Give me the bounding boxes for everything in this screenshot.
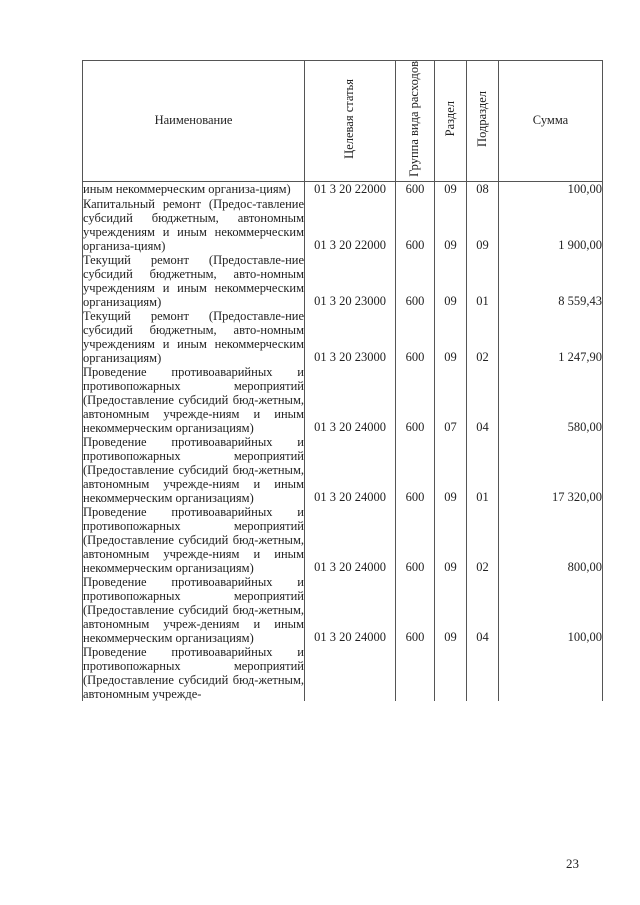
section-cell: 09 [435, 505, 467, 575]
target-cell [305, 645, 396, 701]
sum-cell: 800,00 [499, 505, 603, 575]
subsection-cell: 01 [467, 253, 499, 309]
table-row [83, 197, 603, 253]
section-cell: 09 [435, 575, 467, 645]
table-row [83, 309, 603, 365]
header-name: Наименование [83, 61, 305, 182]
sum-cell: 580,00 [499, 365, 603, 435]
group-cell: 600 [396, 575, 435, 645]
subsection-cell: 01 [467, 435, 499, 505]
table-header [83, 61, 603, 182]
header-subsection: Подраздел [467, 61, 499, 182]
name-cell: Проведение противоаварийных и противопожарных мероприятий (Предоставление субсидий бюд-жетным, автономным учреж-дениям и иным некоммерческим организациям) [83, 574, 304, 645]
subsection-cell: 08 [467, 181, 499, 197]
page-number: 23 [566, 856, 579, 871]
section-cell: 09 [435, 253, 467, 309]
section-cell: 07 [435, 365, 467, 435]
name-cell: Текущий ремонт (Предоставле-ние субсидий бюджетным, авто-номным учреждениям и иным некоммерческим организациям) [83, 308, 304, 365]
section-cell: 09 [435, 435, 467, 505]
table-row [83, 435, 603, 505]
sum-cell: 1 247,90 [499, 309, 603, 365]
table-row [83, 575, 603, 645]
table-row [83, 253, 603, 309]
subsection-cell: 04 [467, 365, 499, 435]
sum-cell: 100,00 [499, 181, 603, 197]
group-cell: 600 [396, 309, 435, 365]
target-cell: 01 3 20 24000 [305, 505, 396, 575]
header-section: Раздел [435, 61, 467, 182]
section-cell: 09 [435, 309, 467, 365]
sum-cell: 8 559,43 [499, 253, 603, 309]
header-expense-group: Группа вида расходов [396, 61, 435, 182]
target-cell: 01 3 20 23000 [305, 253, 396, 309]
group-cell: 600 [396, 505, 435, 575]
section-cell [435, 645, 467, 701]
target-cell: 01 3 20 22000 [305, 181, 396, 197]
subsection-cell: 02 [467, 309, 499, 365]
subsection-cell: 09 [467, 197, 499, 253]
name-cell: Проведение противоаварийных и противопожарных мероприятий (Предоставление субсидий бюд-жетным, автономным учрежде-ниям и иным некоммерческим организациям) [83, 434, 304, 505]
section-cell: 09 [435, 181, 467, 197]
budget-table [82, 60, 603, 701]
table-row [83, 365, 603, 435]
target-cell: 01 3 20 24000 [305, 365, 396, 435]
group-cell [396, 645, 435, 701]
table-row [83, 505, 603, 575]
subsection-cell: 02 [467, 505, 499, 575]
sum-cell: 100,00 [499, 575, 603, 645]
group-cell: 600 [396, 435, 435, 505]
header-target-article: Целевая статья [305, 61, 396, 182]
target-cell: 01 3 20 24000 [305, 575, 396, 645]
name-cell: Проведение противоаварийных и противопожарных мероприятий (Предоставление субсидий бюд-жетным, автономным учрежде-ниям и иным некоммерческим организациям) [83, 364, 304, 435]
group-cell: 600 [396, 253, 435, 309]
name-cell: иным некоммерческим организа-циям) [83, 181, 305, 197]
group-cell: 600 [396, 181, 435, 197]
table-body [83, 181, 603, 701]
target-cell: 01 3 20 23000 [305, 309, 396, 365]
table-row [83, 645, 603, 701]
name-cell: Проведение противоаварийных и противопожарных мероприятий (Предоставление субсидий бюд-жетным, автономным учрежде-ниям и иным некоммерческим организациям) [83, 504, 304, 575]
group-cell: 600 [396, 365, 435, 435]
header-sum: Сумма [499, 61, 603, 182]
table-row [83, 181, 603, 197]
section-cell: 09 [435, 197, 467, 253]
sum-cell: 1 900,00 [499, 197, 603, 253]
target-cell: 01 3 20 22000 [305, 197, 396, 253]
sum-cell [499, 645, 603, 701]
sum-cell: 17 320,00 [499, 435, 603, 505]
subsection-cell [467, 645, 499, 701]
name-cell: Капитальный ремонт (Предос-тавление субсидий бюджетным, автономным учреждениям и иным некоммерческим организа-циям) [83, 196, 304, 253]
target-cell: 01 3 20 24000 [305, 435, 396, 505]
group-cell: 600 [396, 197, 435, 253]
name-cell: Текущий ремонт (Предоставле-ние субсидий бюджетным, авто-номным учреждениям и иным некоммерческим организациям) [83, 252, 304, 309]
name-cell: Проведение противоаварийных и противопожарных мероприятий (Предоставление субсидий бюд-жетным, автономным учрежде- [83, 644, 304, 701]
subsection-cell: 04 [467, 575, 499, 645]
